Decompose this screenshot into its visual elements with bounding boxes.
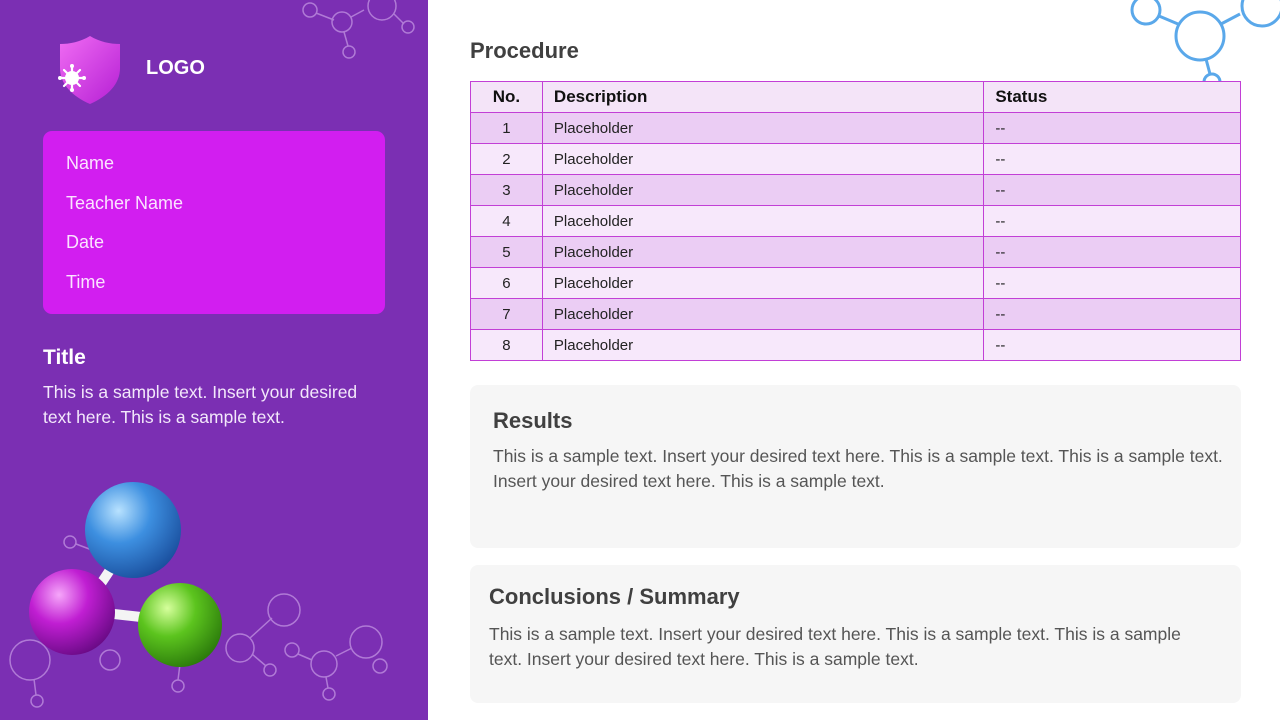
cell-status: -- [984, 268, 1241, 299]
left-description: This is a sample text. Insert your desired text here. This is a sample text. [43, 382, 358, 427]
table-row [471, 237, 1241, 268]
student-info-box [43, 131, 385, 314]
table-row [471, 175, 1241, 206]
cell-description: Placeholder [542, 237, 983, 268]
cell-no: 1 [471, 113, 543, 144]
cell-description: Placeholder [542, 175, 983, 206]
procedure-table [470, 81, 1241, 361]
cell-description: Placeholder [542, 206, 983, 237]
left-panel [0, 0, 428, 720]
cell-no: 6 [471, 268, 543, 299]
column-header-no: No. [471, 82, 543, 113]
logo-text: LOGO [146, 57, 205, 79]
info-field-teacher-name: Teacher Name [66, 192, 184, 213]
column-header-status: Status [984, 82, 1241, 113]
cell-no: 5 [471, 237, 543, 268]
results-title: Results [493, 408, 573, 433]
table-row [471, 113, 1241, 144]
cell-status: -- [984, 330, 1241, 361]
table-row [471, 144, 1241, 175]
info-field-date: Date [66, 232, 105, 252]
cell-description: Placeholder [542, 144, 983, 175]
molecule-balls-illustration [0, 470, 428, 720]
conclusions-title: Conclusions / Summary [489, 584, 740, 609]
info-field-time: Time [66, 271, 106, 292]
molecule-outline-decoration-right [1128, 0, 1280, 82]
info-field-name: Name [66, 153, 115, 173]
cell-status: -- [984, 237, 1241, 268]
cell-no: 4 [471, 206, 543, 237]
cell-status: -- [984, 113, 1241, 144]
conclusions-text: This is a sample text. Insert your desired text here. This is a sample text. This is a sample text. Insert your desired text here. This is a sample text. [489, 624, 1181, 669]
table-row [471, 206, 1241, 237]
cell-description: Placeholder [542, 113, 983, 144]
cell-status: -- [984, 144, 1241, 175]
cell-no: 7 [471, 299, 543, 330]
cell-status: -- [984, 206, 1241, 237]
cell-status: -- [984, 175, 1241, 206]
column-header-description: Description [542, 82, 983, 113]
table-row [471, 299, 1241, 330]
cell-no: 2 [471, 144, 543, 175]
cell-description: Placeholder [542, 330, 983, 361]
cell-description: Placeholder [542, 268, 983, 299]
cell-no: 8 [471, 330, 543, 361]
table-header-row [471, 82, 1241, 113]
shield-virus-icon [52, 34, 124, 106]
procedure-heading: Procedure [470, 38, 579, 63]
table-row [471, 268, 1241, 299]
cell-description: Placeholder [542, 299, 983, 330]
cell-no: 3 [471, 175, 543, 206]
table-row [471, 330, 1241, 361]
results-text: This is a sample text. Insert your desired text here. This is a sample text. This is a sample text. Insert your desired text here. This is a sample text. [493, 446, 1223, 491]
results-card [470, 385, 1241, 548]
left-title: Title [43, 346, 86, 369]
molecule-outline-decoration [296, 0, 416, 70]
conclusions-card [470, 565, 1241, 703]
cell-status: -- [984, 299, 1241, 330]
